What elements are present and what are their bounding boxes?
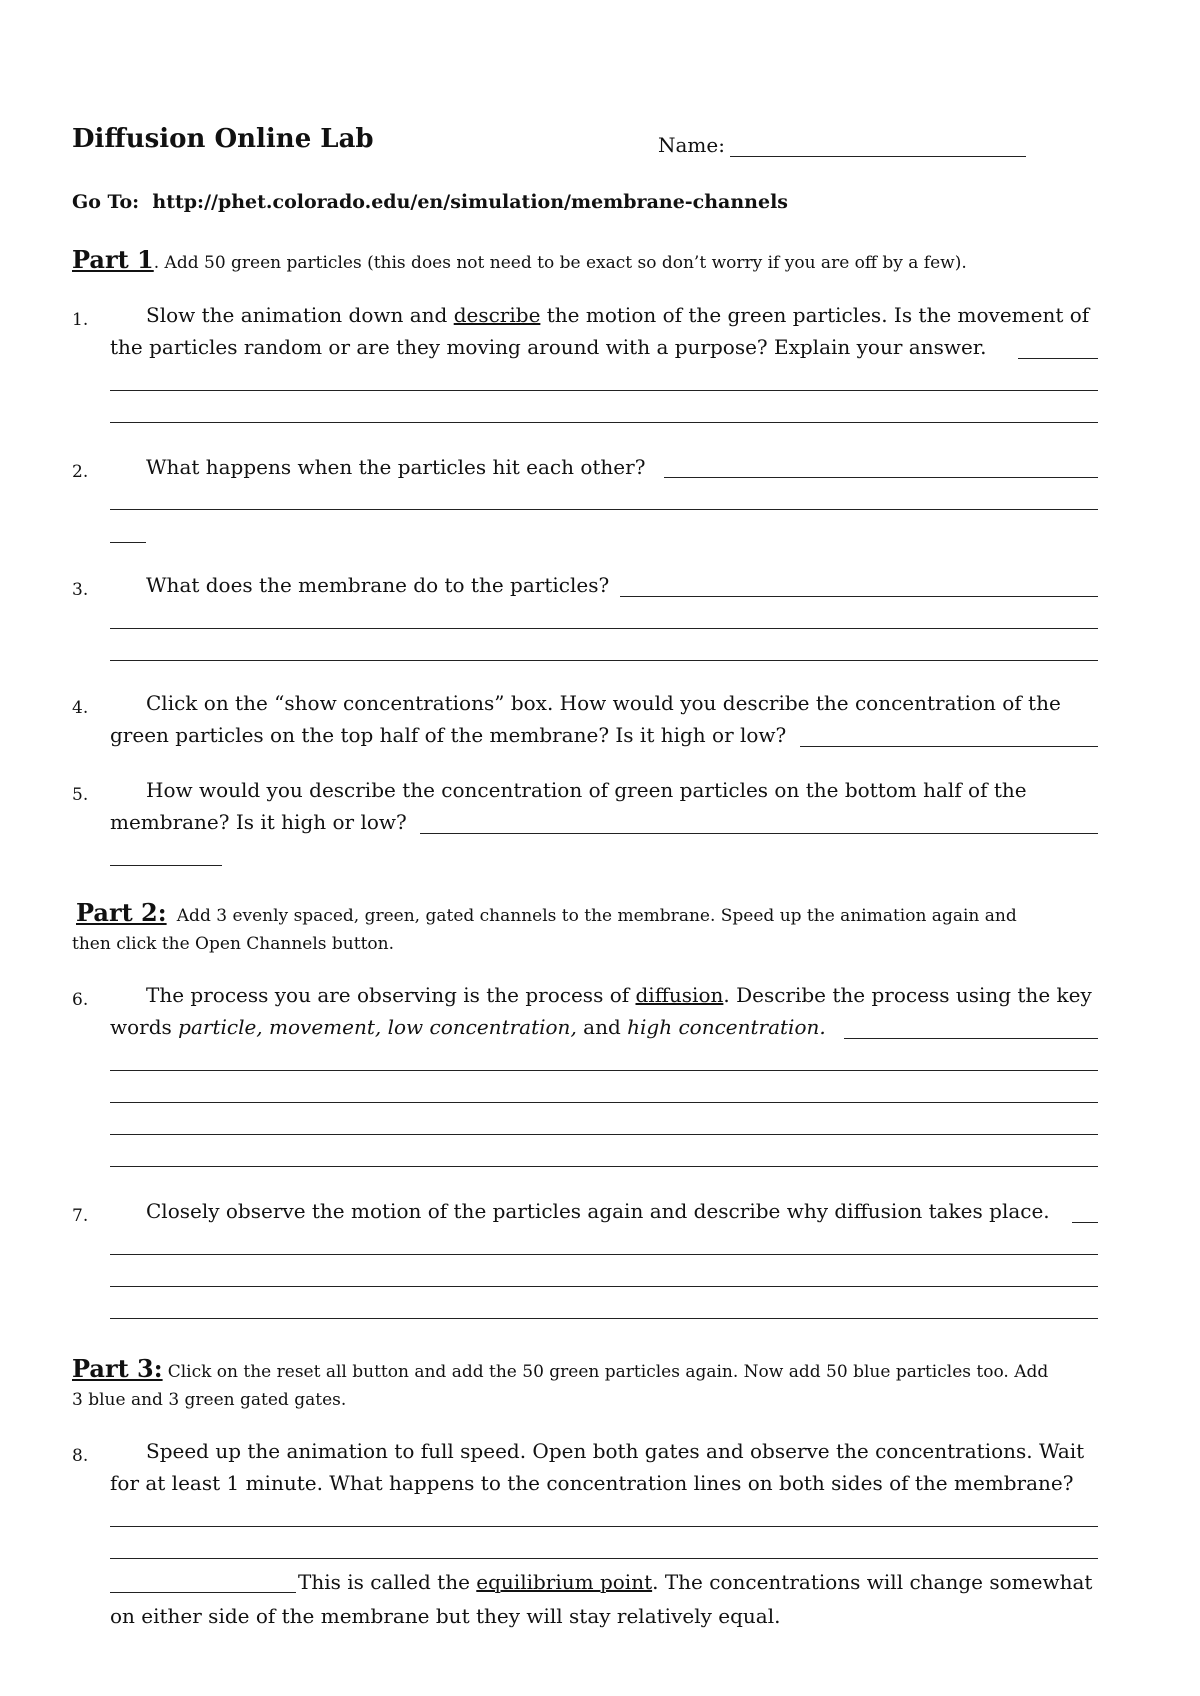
- q7-number: 7.: [72, 1206, 89, 1226]
- q8-text-line2: for at least 1 minute. What happens to the concentration lines on both sides of the membrane?: [110, 1471, 1074, 1495]
- part1-header: [72, 245, 967, 274]
- q6-answer-line[interactable]: [110, 1102, 1098, 1103]
- q5-number: 5.: [72, 785, 89, 805]
- part1-instruction: . Add 50 green particles (this does not need to be exact so don’t worry if you are off by a few).: [153, 253, 967, 273]
- q3-text-line1: What does the membrane do to the particles?: [146, 573, 610, 597]
- q8-equilibrium-line2: on either side of the membrane but they will stay relatively equal.: [110, 1604, 781, 1628]
- q7-answer-line[interactable]: [110, 1318, 1098, 1319]
- q5-text-line1: How would you describe the concentration of green particles on the bottom half of the: [146, 778, 1027, 802]
- q8-answer-line[interactable]: [110, 1558, 1098, 1559]
- q3-answer-line[interactable]: [110, 628, 1098, 629]
- part2-heading: Part 2:: [76, 898, 167, 927]
- q6-answer-line[interactable]: [110, 1134, 1098, 1135]
- q7-text-line1: Closely observe the motion of the particles again and describe why diffusion takes place.: [146, 1199, 1050, 1223]
- q8-answer-line[interactable]: [110, 1526, 1098, 1527]
- q7-answer-line[interactable]: [110, 1254, 1098, 1255]
- q1-answer-line[interactable]: [110, 422, 1098, 423]
- q1-keyword-describe: describe: [453, 303, 541, 327]
- q6-answer-line[interactable]: [110, 1166, 1098, 1167]
- q3-answer-line[interactable]: [110, 660, 1098, 661]
- part3-instruction-line1: Click on the reset all button and add the 50 green particles again. Now add 50 blue particles too. Add: [167, 1362, 1049, 1382]
- part3-header: [72, 1354, 1048, 1383]
- q1-answer-line[interactable]: [1018, 358, 1098, 359]
- q4-number: 4.: [72, 698, 89, 718]
- q6-answer-line[interactable]: [110, 1070, 1098, 1071]
- q8-number: 8.: [72, 1446, 89, 1466]
- q4-text-line2: green particles on the top half of the membrane? Is it high or low?: [110, 723, 787, 747]
- q1-number: 1.: [72, 310, 89, 330]
- q7-answer-line[interactable]: [110, 1286, 1098, 1287]
- q6-text-line1: The process you are observing is the process of diffusion. Describe the process using the key: [146, 983, 1092, 1007]
- q2-answer-line[interactable]: [110, 542, 146, 543]
- name-answer-line[interactable]: [730, 156, 1026, 157]
- part2-instruction-line2: then click the Open Channels button.: [72, 934, 394, 954]
- q5-answer-line[interactable]: [420, 833, 1098, 834]
- goto-line: [72, 191, 788, 213]
- q2-answer-line[interactable]: [110, 509, 1098, 510]
- q3-answer-line[interactable]: [620, 596, 1098, 597]
- q3-number: 3.: [72, 580, 89, 600]
- q6-text-line2: words particle, movement, low concentration, and high concentration.: [110, 1015, 826, 1039]
- q8-answer-line[interactable]: [110, 1592, 296, 1593]
- q6-answer-line[interactable]: [844, 1038, 1098, 1039]
- part3-instruction-line2: 3 blue and 3 green gated gates.: [72, 1390, 347, 1410]
- q1-answer-line[interactable]: [110, 390, 1098, 391]
- page-title: Diffusion Online Lab: [72, 124, 374, 154]
- q1-text-line1: Slow the animation down and describe the motion of the green particles. Is the movement of: [146, 303, 1090, 327]
- q8-equilibrium-text: This is called the equilibrium point. The concentrations will change somewhat: [298, 1570, 1093, 1594]
- q6-number: 6.: [72, 990, 89, 1010]
- part2-header: [76, 898, 1017, 927]
- q8-keyword-equilibrium: equilibrium point: [476, 1570, 653, 1594]
- q6-keyword-diffusion: diffusion: [635, 983, 724, 1007]
- name-label: Name:: [658, 133, 725, 157]
- q5-answer-line[interactable]: [110, 865, 222, 866]
- q2-number: 2.: [72, 462, 89, 482]
- goto-label: Go To:: [72, 191, 140, 213]
- q4-answer-line[interactable]: [800, 746, 1098, 747]
- part1-heading: Part 1: [72, 245, 154, 274]
- q2-text-line1: What happens when the particles hit each other?: [146, 455, 646, 479]
- q8-text-line1: Speed up the animation to full speed. Open both gates and observe the concentrations. Wait: [146, 1439, 1085, 1463]
- part3-heading: Part 3:: [72, 1354, 163, 1383]
- goto-url[interactable]: http://phet.colorado.edu/en/simulation/membrane-channels: [152, 191, 788, 213]
- q5-text-line2: membrane? Is it high or low?: [110, 810, 407, 834]
- part2-instruction-line1: Add 3 evenly spaced, green, gated channels to the membrane. Speed up the animation again and: [176, 906, 1017, 926]
- q2-answer-line[interactable]: [664, 477, 1098, 478]
- q4-text-line1: Click on the “show concentrations” box. How would you describe the concentration of the: [146, 691, 1061, 715]
- q1-text-line2: the particles random or are they moving around with a purpose? Explain your answer.: [110, 335, 987, 359]
- q7-answer-line[interactable]: [1072, 1222, 1098, 1223]
